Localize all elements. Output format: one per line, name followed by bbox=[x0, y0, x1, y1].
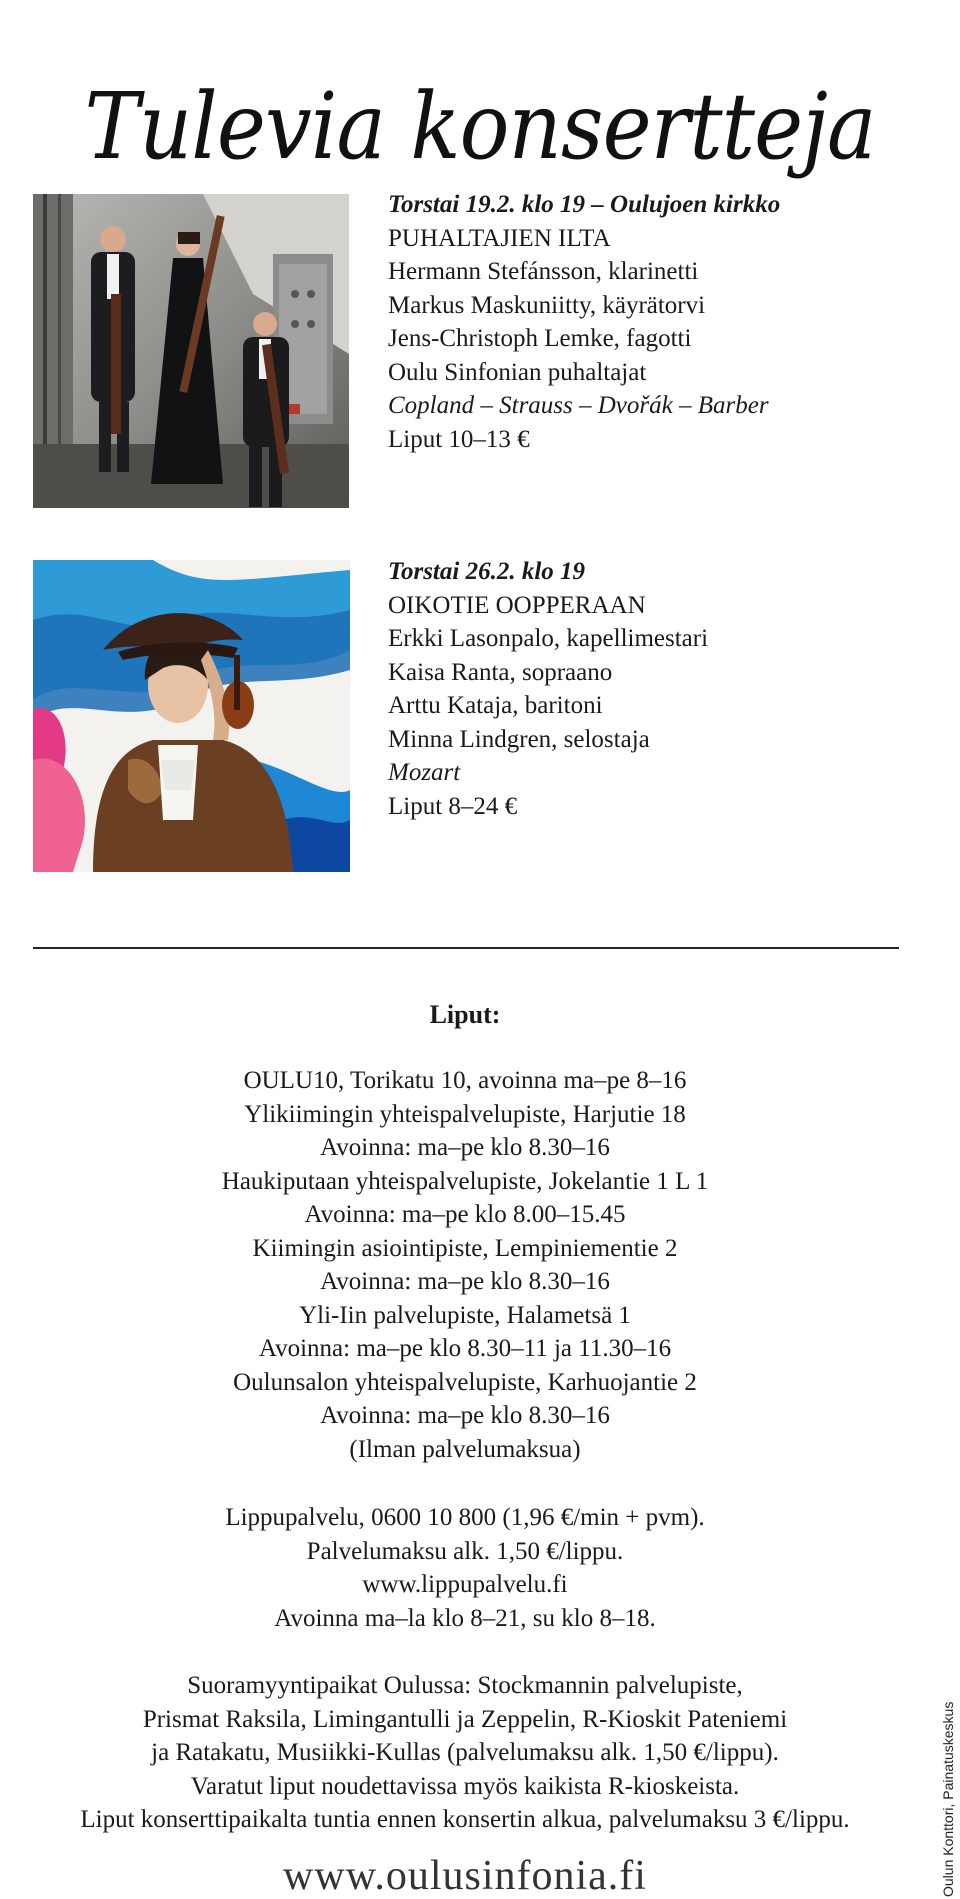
concert-1-details bbox=[388, 188, 780, 456]
direct-sales-line: Varatut liput noudettavissa myös kaikista R-kioskeista. bbox=[190, 1772, 740, 1800]
concert-2-performer: Erkki Lasonpalo, kapellimestari bbox=[388, 625, 709, 652]
ticket-outlet-line: Avoinna: ma–pe klo 8.30–11 ja 11.30–16 bbox=[258, 1335, 672, 1362]
mozart-costume-photo bbox=[33, 560, 350, 872]
ticket-outlet-line: Oulunsalon yhteispalvelupiste, Karhuojantie 2 bbox=[233, 1368, 697, 1396]
concert-2-name: OIKOTIE OOPPERAAN bbox=[388, 591, 646, 619]
ticket-outlet-line: Yli-Iin palvelupiste, Halametsä 1 bbox=[299, 1301, 631, 1329]
concert-1-name: PUHALTAJIEN ILTA bbox=[388, 224, 611, 252]
tickets-heading: Liput: bbox=[429, 1000, 501, 1029]
ticket-outlet-line: Avoinna: ma–pe klo 8.30–16 bbox=[320, 1402, 610, 1429]
lippupalvelu-info bbox=[0, 1501, 930, 1635]
concert-1-performer: Hermann Stefánsson, klarinetti bbox=[388, 258, 699, 285]
concert-2-performer: Minna Lindgren, selostaja bbox=[388, 725, 650, 753]
phone-line: Avoinna ma–la klo 8–21, su klo 8–18. bbox=[274, 1604, 656, 1632]
direct-sales-info bbox=[0, 1669, 930, 1837]
concert-1-date: Torstai 19.2. klo 19 – Oulujoen kirkko bbox=[388, 191, 781, 218]
phone-line: Lippupalvelu, 0600 10 800 (1,96 €/min + pvm). bbox=[225, 1504, 705, 1531]
concert-1-performer: Markus Maskuniitty, käyrätorvi bbox=[388, 291, 706, 319]
printer-credit: Oulun Konttori, Painatuskeskus bbox=[940, 1701, 956, 1897]
ticket-outlet-line: Avoinna: ma–pe klo 8.30–16 bbox=[320, 1268, 610, 1295]
direct-sales-line: Prismat Raksila, Limingantulli ja Zeppelin, R-Kioskit Pateniemi bbox=[142, 1705, 788, 1733]
direct-sales-line: Liput konserttipaikalta tuntia ennen konsertin alkua, palvelumaksu 3 €/lippu. bbox=[80, 1806, 850, 1833]
divider-rule bbox=[33, 947, 899, 949]
concert-2-performer: Kaisa Ranta, sopraano bbox=[388, 658, 613, 686]
ticket-outlet-line: Haukiputaan yhteispalvelupiste, Jokelantie 1 L 1 bbox=[221, 1167, 709, 1195]
concert-2-price: Liput 8–24 € bbox=[388, 792, 518, 820]
concert-2-composers: Mozart bbox=[388, 759, 461, 786]
footer-url-link[interactable]: www.oulusinfonia.fi bbox=[283, 1853, 647, 1899]
ticket-outlet-line: (Ilman palvelumaksua) bbox=[349, 1435, 581, 1463]
wind-trio-photo bbox=[33, 194, 349, 508]
ticket-outlet-line: Kiimingin asiointipiste, Lempiniementie 2 bbox=[252, 1234, 678, 1262]
concert-2-date: Torstai 26.2. klo 19 bbox=[388, 558, 586, 585]
direct-sales-line: ja Ratakatu, Musiikki-Kullas (palvelumaksu alk. 1,50 €/lippu). bbox=[151, 1739, 779, 1766]
concert-2-performer: Arttu Kataja, baritoni bbox=[388, 692, 603, 719]
ticket-outlets bbox=[0, 1064, 930, 1466]
ticket-outlet-line: Avoinna: ma–pe klo 8.30–16 bbox=[320, 1134, 610, 1161]
page-title: Tulevia konsertteja bbox=[84, 72, 876, 180]
ticket-outlet-line: Avoinna: ma–pe klo 8.00–15.45 bbox=[304, 1201, 626, 1228]
concert-1-composers: Copland – Strauss – Dvořák – Barber bbox=[388, 392, 769, 419]
concert-1-price: Liput 10–13 € bbox=[388, 425, 530, 453]
lippupalvelu-link[interactable]: www.lippupalvelu.fi bbox=[362, 1571, 568, 1598]
concert-1-performer: Oulu Sinfonian puhaltajat bbox=[388, 358, 647, 386]
direct-sales-line: Suoramyyntipaikat Oulussa: Stockmannin palvelupiste, bbox=[187, 1672, 743, 1699]
ticket-outlet-line: Ylikiimingin yhteispalvelupiste, Harjutie 18 bbox=[244, 1100, 686, 1128]
concert-2-details bbox=[388, 555, 708, 823]
ticket-outlet-line: OULU10, Torikatu 10, avoinna ma–pe 8–16 bbox=[243, 1067, 687, 1094]
phone-line: Palvelumaksu alk. 1,50 €/lippu. bbox=[306, 1537, 624, 1565]
concert-1-performer: Jens-Christoph Lemke, fagotti bbox=[388, 325, 692, 352]
